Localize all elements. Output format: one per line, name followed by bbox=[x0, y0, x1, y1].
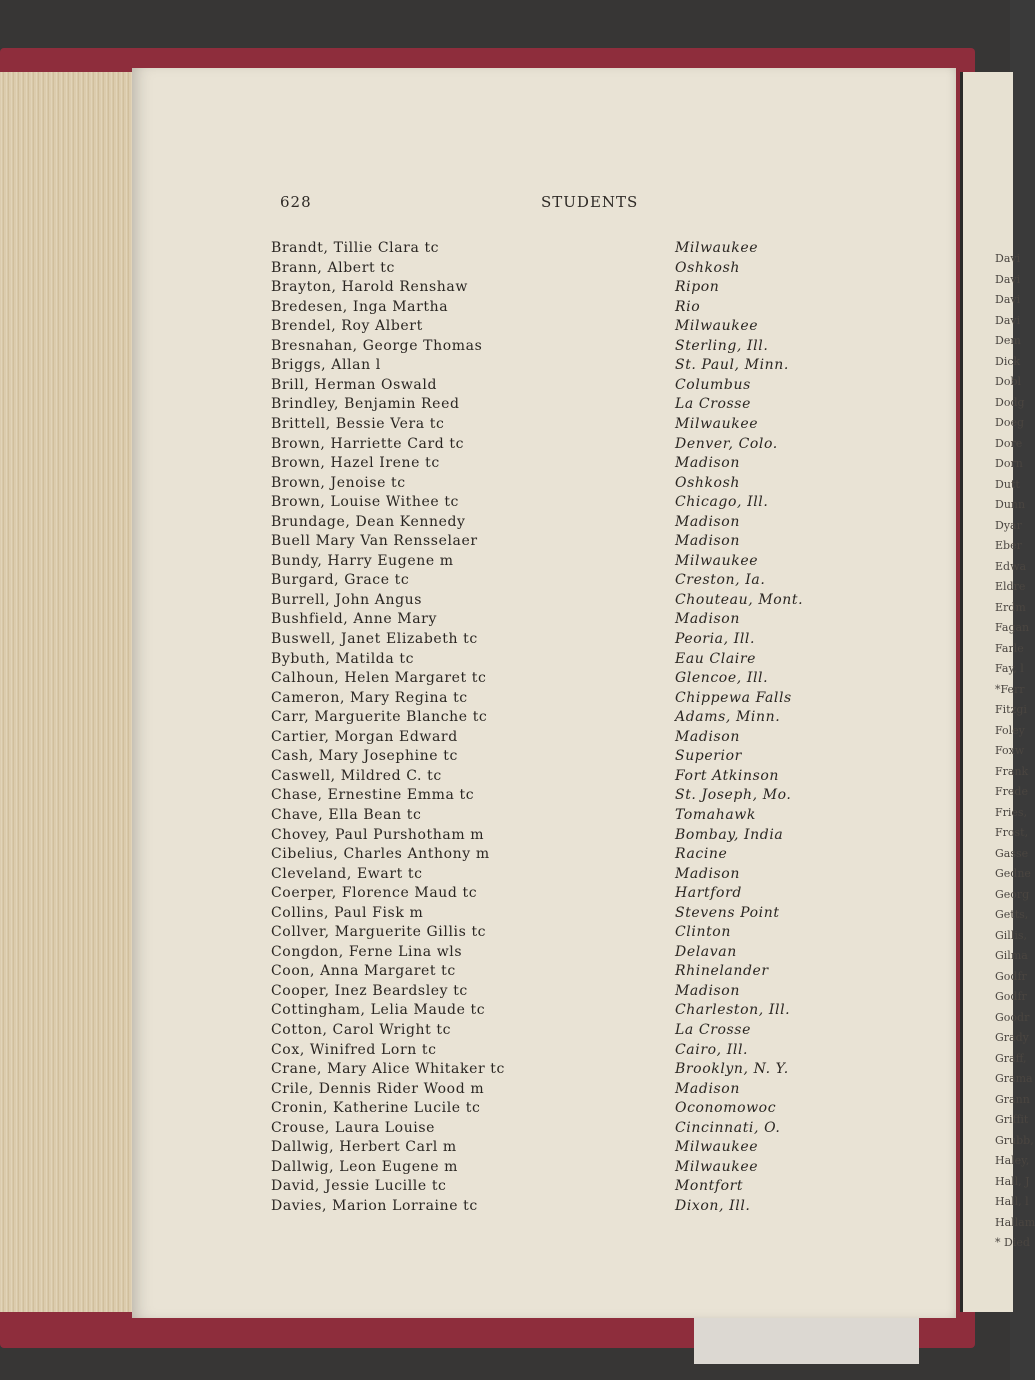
list-item bbox=[0, 729, 1010, 749]
adjacent-page-text: Hall, J bbox=[995, 1174, 1030, 1188]
running-head-title: STUDENTS bbox=[541, 193, 639, 211]
adjacent-page-text: Dunn bbox=[995, 498, 1026, 511]
student-hometown: Delavan bbox=[675, 943, 737, 960]
student-hometown: Superior bbox=[675, 748, 742, 765]
list-item bbox=[0, 963, 1010, 983]
student-name: Cotton, Carol Wright tc bbox=[271, 1022, 452, 1038]
student-name: Bushfield, Anne Mary bbox=[271, 611, 437, 628]
list-item bbox=[0, 592, 1010, 612]
student-hometown: Stevens Point bbox=[675, 904, 780, 921]
list-item bbox=[0, 670, 1010, 690]
student-name: Collins, Paul Fisk m bbox=[271, 904, 424, 921]
student-name: Burgard, Grace tc bbox=[271, 572, 410, 589]
student-name: Cameron, Mary Regina tc bbox=[271, 689, 468, 706]
student-name: Brown, Harriette Card tc bbox=[271, 435, 465, 452]
adjacent-page-text: Davi bbox=[995, 313, 1021, 327]
student-hometown: Brooklyn, N. Y. bbox=[675, 1061, 789, 1078]
adjacent-page-text: Hallam bbox=[995, 1215, 1035, 1229]
student-hometown: Madison bbox=[675, 513, 740, 530]
adjacent-page-text: Doeg bbox=[995, 416, 1024, 429]
student-hometown: Eau Claire bbox=[675, 650, 757, 667]
list-item bbox=[0, 338, 1010, 358]
student-name: Dallwig, Herbert Carl m bbox=[271, 1139, 457, 1156]
adjacent-page-text: Frank bbox=[995, 764, 1029, 778]
adjacent-page-text: Eber bbox=[995, 539, 1022, 552]
student-name: Brayton, Harold Renshaw bbox=[271, 279, 468, 296]
student-hometown: Cairo, Ill. bbox=[675, 1041, 749, 1058]
student-name: Calhoun, Helen Margaret tc bbox=[271, 670, 487, 687]
student-hometown: Fort Atkinson bbox=[675, 767, 780, 784]
student-name: Cronin, Katherine Lucile tc bbox=[271, 1100, 481, 1117]
adjacent-page-text: Getts, bbox=[995, 908, 1029, 921]
student-hometown: Milwaukee bbox=[675, 415, 759, 432]
student-name: Brill, Herman Oswald bbox=[271, 376, 438, 393]
adjacent-page-text: Gillis, bbox=[995, 928, 1028, 942]
student-hometown: Milwaukee bbox=[675, 552, 759, 569]
paper-tab bbox=[694, 1318, 919, 1364]
adjacent-page-text: *Ferr bbox=[995, 682, 1025, 696]
list-item bbox=[0, 396, 1010, 416]
student-name: Bundy, Harry Eugene m bbox=[271, 552, 454, 569]
student-name: Bresnahan, George Thomas bbox=[271, 337, 483, 354]
student-hometown: Denver, Colo. bbox=[675, 435, 778, 452]
adjacent-page-text: Godfr bbox=[995, 969, 1027, 983]
student-name: Congdon, Ferne Lina wls bbox=[271, 943, 463, 960]
list-item bbox=[0, 260, 1010, 280]
adjacent-page-text: Gasse bbox=[995, 846, 1029, 860]
student-name: Crouse, Laura Louise bbox=[271, 1119, 436, 1136]
student-hometown: Chippewa Falls bbox=[675, 689, 792, 706]
student-hometown: Madison bbox=[675, 865, 740, 882]
adjacent-page-text: Grama bbox=[995, 1072, 1033, 1085]
list-item bbox=[0, 924, 1010, 944]
list-item bbox=[0, 944, 1010, 964]
list-item bbox=[0, 748, 1010, 768]
student-hometown: Madison bbox=[675, 611, 740, 628]
adjacent-page-text: Dore bbox=[995, 436, 1023, 450]
student-name: Brandt, Tillie Clara tc bbox=[271, 240, 440, 256]
student-name: Coerper, Florence Maud tc bbox=[271, 885, 478, 902]
list-item bbox=[0, 572, 1010, 592]
list-item bbox=[0, 416, 1010, 436]
student-hometown: Milwaukee bbox=[675, 1158, 759, 1175]
adjacent-page-text: Haley, bbox=[995, 1154, 1030, 1167]
list-item bbox=[0, 827, 1010, 847]
student-hometown: St. Paul, Minn. bbox=[675, 357, 789, 374]
adjacent-page-text: Georg bbox=[995, 887, 1030, 901]
list-item bbox=[0, 1178, 1010, 1198]
student-name: Cartier, Morgan Edward bbox=[271, 728, 458, 745]
adjacent-page-text: Fagan bbox=[995, 621, 1030, 634]
adjacent-page-text: Graff, bbox=[995, 1051, 1027, 1065]
list-item bbox=[0, 1120, 1010, 1140]
student-hometown: Charleston, Ill. bbox=[675, 1002, 791, 1019]
adjacent-page-text: Dutt bbox=[995, 477, 1020, 491]
student-name: Caswell, Mildred C. tc bbox=[271, 767, 442, 784]
adjacent-page-text: Davi bbox=[995, 252, 1021, 265]
student-hometown: Adams, Minn. bbox=[675, 709, 781, 726]
list-item bbox=[0, 299, 1010, 319]
list-item bbox=[0, 1159, 1010, 1179]
student-name: Carr, Marguerite Blanche tc bbox=[271, 709, 488, 726]
student-hometown: La Crosse bbox=[675, 396, 751, 413]
student-name: Brown, Hazel Irene tc bbox=[271, 455, 440, 472]
list-item bbox=[0, 1139, 1010, 1159]
student-name: Brundage, Dean Kennedy bbox=[271, 513, 466, 530]
student-hometown: Madison bbox=[675, 1080, 740, 1097]
adjacent-page-text: Griffit bbox=[995, 1113, 1029, 1126]
list-item bbox=[0, 631, 1010, 651]
adjacent-page-text: Grady bbox=[995, 1031, 1029, 1044]
student-hometown: Tomahawk bbox=[675, 806, 756, 823]
list-item bbox=[0, 279, 1010, 299]
adjacent-page-text: Dem bbox=[995, 334, 1021, 347]
student-name: Cash, Mary Josephine tc bbox=[271, 748, 458, 765]
list-item bbox=[0, 1081, 1010, 1101]
student-name: Brown, Jenoise tc bbox=[271, 474, 406, 491]
student-hometown: Dixon, Ill. bbox=[675, 1197, 751, 1214]
adjacent-page-text: Grann bbox=[995, 1092, 1030, 1106]
adjacent-page-text: Foley bbox=[995, 723, 1025, 737]
list-item bbox=[0, 866, 1010, 886]
list-item bbox=[0, 514, 1010, 534]
list-item bbox=[0, 357, 1010, 377]
adjacent-page-text: Hall, l bbox=[995, 1195, 1029, 1208]
student-name: Cooper, Inez Beardsley tc bbox=[271, 982, 468, 999]
list-item bbox=[0, 377, 1010, 397]
list-item bbox=[0, 905, 1010, 925]
student-name: Collver, Marguerite Gillis tc bbox=[271, 924, 487, 941]
list-item bbox=[0, 553, 1010, 573]
list-item bbox=[0, 787, 1010, 807]
student-name: Bybuth, Matilda tc bbox=[271, 650, 415, 667]
student-name: Cottingham, Lelia Maude tc bbox=[271, 1002, 486, 1019]
student-name: Chase, Ernestine Emma tc bbox=[271, 787, 475, 804]
list-item bbox=[0, 846, 1010, 866]
list-item bbox=[0, 709, 1010, 729]
adjacent-page-text: Frede bbox=[995, 785, 1028, 798]
student-hometown: Montfort bbox=[675, 1178, 744, 1195]
list-item bbox=[0, 455, 1010, 475]
student-name: Brittell, Bessie Vera tc bbox=[271, 415, 445, 432]
student-name: Cox, Winifred Lorn tc bbox=[271, 1041, 437, 1058]
adjacent-page-text: Davi bbox=[995, 272, 1021, 286]
student-hometown: La Crosse bbox=[675, 1022, 751, 1038]
student-hometown: Rhinelander bbox=[675, 963, 769, 980]
student-hometown: Bombay, India bbox=[675, 826, 784, 843]
list-item bbox=[0, 1061, 1010, 1081]
student-hometown: Ripon bbox=[675, 279, 720, 296]
student-hometown: Cincinnati, O. bbox=[675, 1119, 781, 1136]
student-hometown: Chouteau, Mont. bbox=[675, 591, 804, 608]
adjacent-page-text: Erdm bbox=[995, 600, 1026, 614]
student-hometown: Chicago, Ill. bbox=[675, 494, 769, 511]
student-hometown: Peoria, Ill. bbox=[675, 631, 756, 647]
student-hometown: Madison bbox=[675, 455, 740, 472]
student-name: Coon, Anna Margaret tc bbox=[271, 963, 456, 980]
adjacent-page-text: Eldre bbox=[995, 580, 1026, 593]
adjacent-page-text: Goodr bbox=[995, 1010, 1030, 1024]
student-hometown: Milwaukee bbox=[675, 1139, 759, 1156]
student-name: Briggs, Allan l bbox=[271, 357, 381, 374]
list-item bbox=[0, 983, 1010, 1003]
student-name: Chave, Ella Bean tc bbox=[271, 806, 422, 823]
adjacent-page-text: Fitzgi bbox=[995, 703, 1027, 716]
adjacent-page-text: Gedne bbox=[995, 867, 1031, 880]
list-item bbox=[0, 1042, 1010, 1062]
student-name: Burrell, John Angus bbox=[271, 591, 423, 608]
student-name: Davies, Marion Lorraine tc bbox=[271, 1197, 478, 1214]
student-hometown: Columbus bbox=[675, 376, 751, 393]
list-item bbox=[0, 651, 1010, 671]
list-item bbox=[0, 494, 1010, 514]
student-name: Buell Mary Van Rensselaer bbox=[271, 533, 478, 550]
student-hometown: Milwaukee bbox=[675, 318, 759, 335]
student-hometown: Clinton bbox=[675, 924, 731, 941]
list-item bbox=[0, 1022, 1010, 1042]
student-hometown: Oshkosh bbox=[675, 259, 740, 276]
student-name: Brindley, Benjamin Reed bbox=[271, 396, 460, 413]
adjacent-page-text: Fay, l bbox=[995, 662, 1024, 675]
list-item bbox=[0, 807, 1010, 827]
student-hometown: Madison bbox=[675, 728, 740, 745]
adjacent-page-text: Edwa bbox=[995, 559, 1027, 573]
adjacent-page-text: Godfr bbox=[995, 990, 1027, 1003]
student-name: Brendel, Roy Albert bbox=[271, 318, 423, 335]
student-hometown: Oshkosh bbox=[675, 474, 740, 491]
student-name: Cleveland, Ewart tc bbox=[271, 865, 423, 882]
adjacent-page-text: Fries, bbox=[995, 805, 1028, 819]
list-item bbox=[0, 768, 1010, 788]
student-hometown: Racine bbox=[675, 846, 728, 863]
student-hometown: Hartford bbox=[675, 885, 742, 902]
student-name: Chovey, Paul Purshotham m bbox=[271, 826, 485, 843]
list-item bbox=[0, 533, 1010, 553]
adjacent-page-text: Dyar bbox=[995, 518, 1022, 532]
adjacent-page-text: Gilma bbox=[995, 949, 1028, 962]
page-number: 628 bbox=[280, 193, 312, 211]
student-name: Brann, Albert tc bbox=[271, 259, 395, 276]
student-hometown: Milwaukee bbox=[675, 240, 759, 256]
student-name: Brown, Louise Withee tc bbox=[271, 494, 459, 511]
adjacent-page-text: Farle bbox=[995, 641, 1024, 655]
list-item bbox=[0, 690, 1010, 710]
student-hometown: Madison bbox=[675, 533, 740, 550]
adjacent-page-text: Grubb, bbox=[995, 1133, 1034, 1147]
adjacent-page-text: Davi bbox=[995, 293, 1021, 306]
student-hometown: St. Joseph, Mo. bbox=[675, 787, 792, 804]
adjacent-page-text: Foxw bbox=[995, 744, 1025, 757]
adjacent-page-text: Frost, bbox=[995, 826, 1029, 839]
list-item bbox=[0, 240, 1010, 260]
list-item bbox=[0, 318, 1010, 338]
student-name: Bredesen, Inga Martha bbox=[271, 298, 449, 315]
student-hometown: Rio bbox=[675, 298, 701, 315]
list-item bbox=[0, 885, 1010, 905]
list-item bbox=[0, 436, 1010, 456]
list-item bbox=[0, 611, 1010, 631]
student-name: Crile, Dennis Rider Wood m bbox=[271, 1080, 485, 1097]
student-name: Crane, Mary Alice Whitaker tc bbox=[271, 1061, 505, 1078]
student-name: Cibelius, Charles Anthony m bbox=[271, 846, 490, 863]
adjacent-page-text: * Died bbox=[995, 1236, 1030, 1249]
student-hometown: Madison bbox=[675, 982, 740, 999]
student-hometown: Glencoe, Ill. bbox=[675, 670, 769, 687]
adjacent-page-text: Dorn bbox=[995, 457, 1023, 470]
student-hometown: Sterling, Ill. bbox=[675, 337, 769, 354]
list-item bbox=[0, 1198, 1010, 1218]
student-name: Buswell, Janet Elizabeth tc bbox=[271, 631, 478, 647]
adjacent-page-text: Dodg bbox=[995, 395, 1025, 409]
student-hometown: Creston, Ia. bbox=[675, 572, 766, 589]
list-item bbox=[0, 475, 1010, 495]
adjacent-page-text: Dobl bbox=[995, 375, 1022, 388]
student-hometown: Oconomowoc bbox=[675, 1100, 777, 1117]
student-name: David, Jessie Lucille tc bbox=[271, 1178, 447, 1195]
list-item bbox=[0, 1100, 1010, 1120]
adjacent-page-text: Dick bbox=[995, 354, 1021, 368]
list-item bbox=[0, 1002, 1010, 1022]
student-name: Dallwig, Leon Eugene m bbox=[271, 1158, 459, 1175]
